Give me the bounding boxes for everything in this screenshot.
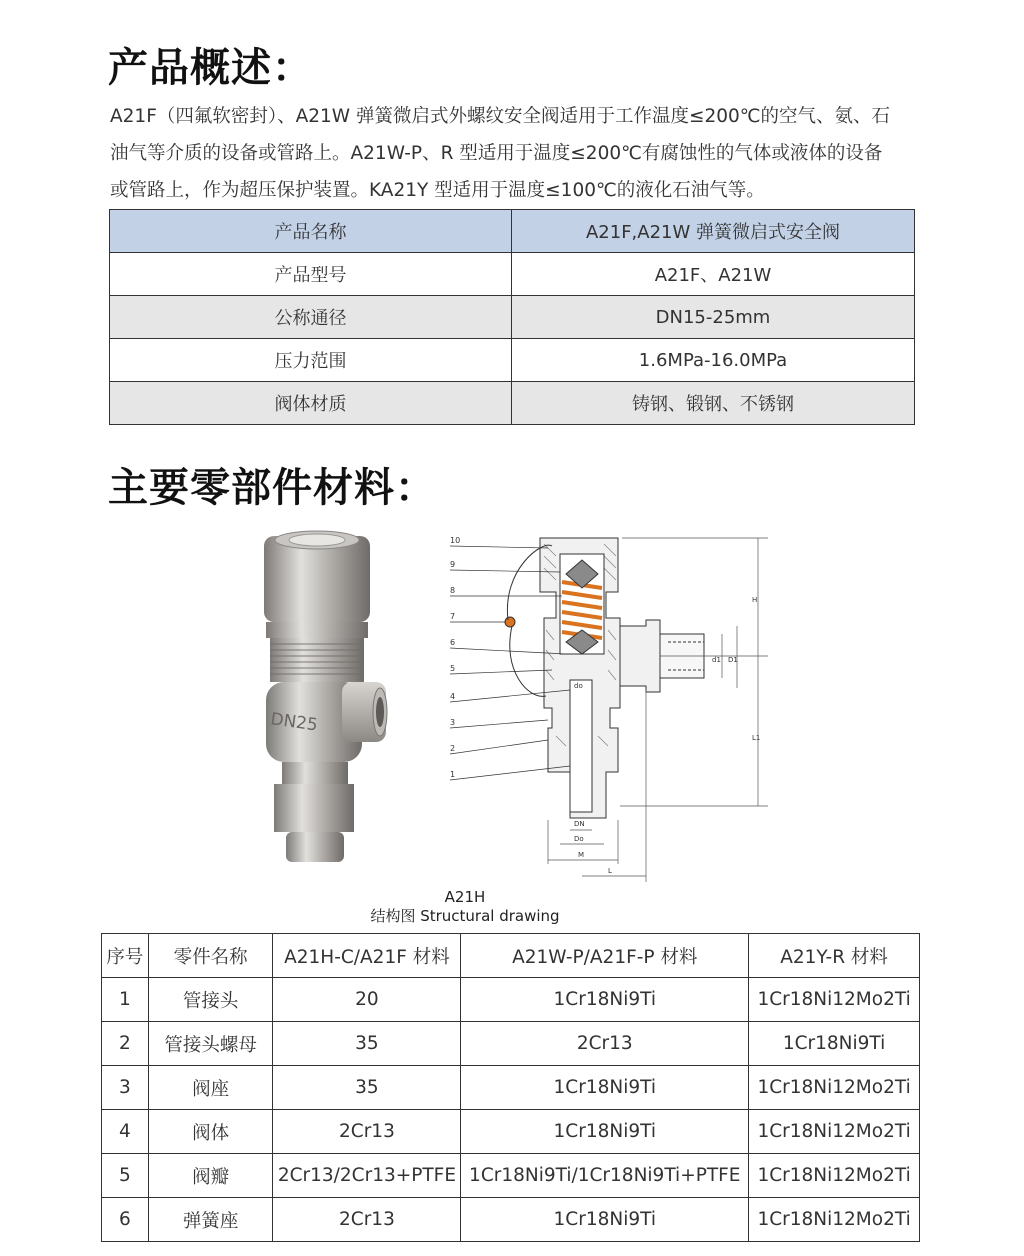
structural-drawing [432,530,772,890]
figure-caption [360,888,570,926]
table-cell: 35 [273,1066,461,1110]
callout-label: 7 [450,612,456,621]
column-header: A21H-C/A21F 材料 [273,934,461,978]
spec-value: A21F,A21W 弹簧微启式安全阀 [512,210,915,253]
parts-header-row [102,934,920,978]
overview-paragraph [110,98,920,209]
table-cell: 1Cr18Ni9Ti [461,1198,749,1242]
dim-label: do [574,682,583,690]
spec-label: 公称通径 [110,296,512,339]
table-cell: 20 [273,978,461,1022]
spec-value: DN15-25mm [512,296,915,339]
table-cell: 管接头螺母 [148,1022,273,1066]
callout-label: 6 [450,638,456,647]
table-cell: 1Cr18Ni12Mo2Ti [749,1066,920,1110]
table-cell: 阀体 [148,1110,273,1154]
callout-label: 1 [450,770,456,779]
table-cell: 1Cr18Ni9Ti [749,1022,920,1066]
spec-value: 铸钢、锻钢、不锈钢 [512,382,915,425]
dim-label: Do [574,835,584,843]
column-header: A21Y-R 材料 [749,934,920,978]
overview-heading: 产品概述： [108,45,313,91]
spec-label: 阀体材质 [110,382,512,425]
callout-label: 4 [450,692,456,701]
table-cell: 6 [102,1198,149,1242]
callout-label: 2 [450,744,456,753]
spec-row [110,296,915,339]
materials-heading: 主要零部件材料： [108,465,436,511]
spec-value: 1.6MPa-16.0MPa [512,339,915,382]
table-cell: 阀座 [148,1066,273,1110]
table-row [102,978,920,1022]
table-cell: 1Cr18Ni12Mo2Ti [749,1198,920,1242]
callout-label: 10 [450,536,461,545]
spec-row [110,253,915,296]
overview-line: A21F（四氟软密封）、A21W 弹簧微启式外螺纹安全阀适用于工作温度≤200℃的空气、氨、石 [110,106,891,127]
table-row [102,1022,920,1066]
table-cell: 1Cr18Ni12Mo2Ti [749,1110,920,1154]
callout-label: 8 [450,586,456,595]
column-header: 序号 [102,934,149,978]
table-cell: 2Cr13 [273,1198,461,1242]
table-row [102,1198,920,1242]
table-cell: 1Cr18Ni12Mo2Ti [749,978,920,1022]
table-row [102,1154,920,1198]
overview-line: 或管路上，作为超压保护装置。KA21Y 型适用于温度≤100℃的液化石油气等。 [110,180,765,201]
dim-label: M [578,851,585,859]
column-header: A21W-P/A21F-P 材料 [461,934,749,978]
table-cell: 1Cr18Ni9Ti/1Cr18Ni9Ti+PTFE [461,1154,749,1198]
overview-line: 油气等介质的设备或管路上。A21W-P、R 型适用于温度≤200℃有腐蚀性的气体或液体的设备 [110,143,883,164]
spec-label: 产品型号 [110,253,512,296]
table-cell: 1Cr18Ni9Ti [461,1110,749,1154]
table-row [102,1110,920,1154]
dim-label: L1 [752,734,761,742]
valve-photo [258,530,388,870]
spec-label: 产品名称 [110,210,512,253]
dim-label: D1 [728,656,738,664]
table-row [102,1066,920,1110]
photo-dn-label: DN25 [269,709,319,736]
table-cell: 弹簧座 [148,1198,273,1242]
table-cell: 5 [102,1154,149,1198]
table-cell: 1Cr18Ni9Ti [461,978,749,1022]
dim-label: DN [574,820,585,828]
table-cell: 2Cr13 [461,1022,749,1066]
callout-label: 9 [450,560,456,569]
spec-label: 压力范围 [110,339,512,382]
dim-label: H [752,596,758,604]
spec-table [109,209,915,425]
table-cell: 2Cr13 [273,1110,461,1154]
table-cell: 4 [102,1110,149,1154]
dim-label: d1 [712,656,721,664]
callout-label: 5 [450,664,456,673]
column-header: 零件名称 [148,934,273,978]
table-cell: 35 [273,1022,461,1066]
callout-label: 3 [450,718,456,727]
spec-row [110,210,915,253]
table-cell: 1Cr18Ni12Mo2Ti [749,1154,920,1198]
table-cell: 1Cr18Ni9Ti [461,1066,749,1110]
caption-text: 结构图 Structural drawing [370,907,560,925]
parts-table [101,933,920,1242]
table-cell: 2Cr13/2Cr13+PTFE [273,1154,461,1198]
dim-label: L [608,867,612,875]
table-cell: 3 [102,1066,149,1110]
spec-row [110,339,915,382]
table-cell: 阀瓣 [148,1154,273,1198]
table-cell: 2 [102,1022,149,1066]
spec-row [110,382,915,425]
table-cell: 管接头 [148,978,273,1022]
spec-value: A21F、A21W [512,253,915,296]
caption-model: A21H [444,888,486,906]
table-cell: 1 [102,978,149,1022]
